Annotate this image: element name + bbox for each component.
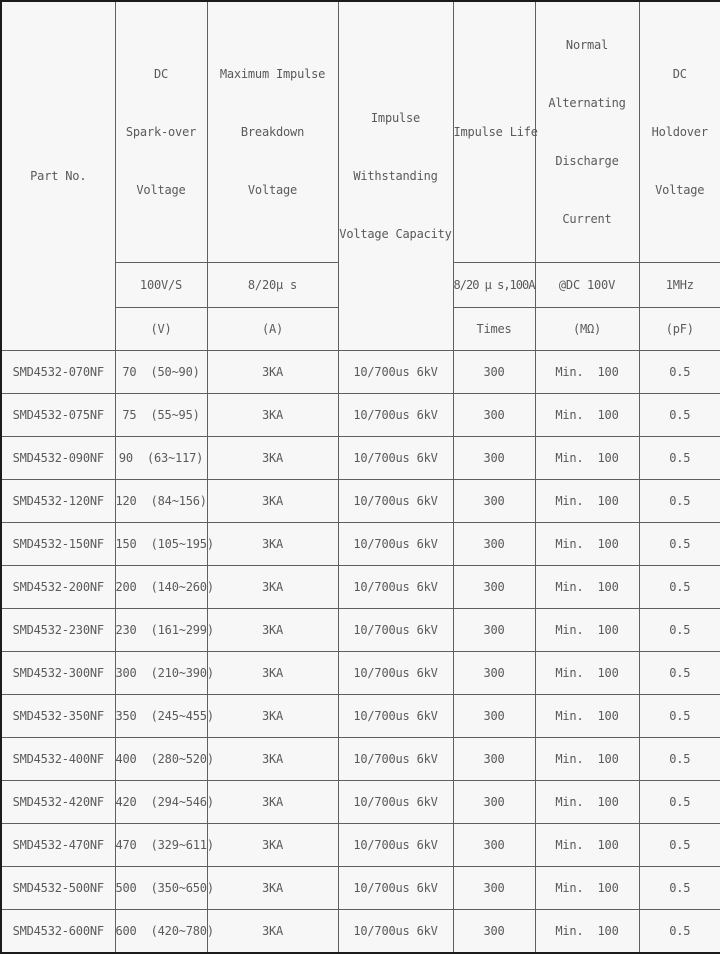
table-body (1, 351, 720, 953)
cell-impulse-life: 300 (453, 781, 535, 824)
cell-spark-over-voltage: 400 (280~520) (115, 738, 207, 781)
cell-part-no: SMD4532-400NF (1, 738, 115, 781)
cell-impulse-life: 300 (453, 867, 535, 910)
header-spark-over-voltage (115, 1, 207, 263)
table-row (1, 566, 720, 609)
cell-spark-over-voltage: 350 (245~455) (115, 695, 207, 738)
cell-part-no: SMD4532-200NF (1, 566, 115, 609)
cell-discharge-current: Min. 100 (535, 480, 639, 523)
cell-breakdown-voltage: 3KA (207, 652, 338, 695)
cell-discharge-current: Min. 100 (535, 867, 639, 910)
cell-breakdown-voltage: 3KA (207, 738, 338, 781)
cell-breakdown-voltage: 3KA (207, 781, 338, 824)
cell-holdover-voltage: 0.5 (639, 695, 720, 738)
header-line: Current (536, 204, 639, 234)
cell-impulse-life: 300 (453, 695, 535, 738)
header-line: Maximum Impulse (208, 59, 338, 89)
header-line: Alternating (536, 88, 639, 118)
condition-impulse-life: 8/20 μ s,100A (453, 263, 535, 308)
cell-breakdown-voltage: 3KA (207, 824, 338, 867)
cell-part-no: SMD4532-500NF (1, 867, 115, 910)
cell-spark-over-voltage: 200 (140~260) (115, 566, 207, 609)
header-line: Voltage (208, 175, 338, 205)
header-impulse-life (453, 1, 535, 263)
cell-discharge-current: Min. 100 (535, 437, 639, 480)
cell-spark-over-voltage: 600 (420~780) (115, 910, 207, 953)
cell-impulse-life: 300 (453, 738, 535, 781)
header-line: Impulse Life (454, 117, 535, 147)
cell-part-no: SMD4532-150NF (1, 523, 115, 566)
unit-breakdown: (A) (207, 308, 338, 351)
cell-withstanding-capacity: 10/700us 6kV (338, 609, 453, 652)
cell-holdover-voltage: 0.5 (639, 738, 720, 781)
cell-withstanding-capacity: 10/700us 6kV (338, 738, 453, 781)
cell-holdover-voltage: 0.5 (639, 910, 720, 953)
cell-breakdown-voltage: 3KA (207, 394, 338, 437)
header-breakdown-voltage (207, 1, 338, 263)
header-line: Discharge (536, 146, 639, 176)
cell-holdover-voltage: 0.5 (639, 867, 720, 910)
cell-withstanding-capacity: 10/700us 6kV (338, 566, 453, 609)
cell-discharge-current: Min. 100 (535, 781, 639, 824)
cell-part-no: SMD4532-300NF (1, 652, 115, 695)
cell-withstanding-capacity: 10/700us 6kV (338, 523, 453, 566)
cell-part-no: SMD4532-350NF (1, 695, 115, 738)
cell-impulse-life: 300 (453, 824, 535, 867)
condition-holdover: 1MHz (639, 263, 720, 308)
cell-breakdown-voltage: 3KA (207, 609, 338, 652)
header-line: Normal (536, 30, 639, 60)
unit-discharge: (MΩ) (535, 308, 639, 351)
header-line: Spark-over (116, 117, 207, 147)
cell-spark-over-voltage: 75 (55~95) (115, 394, 207, 437)
cell-discharge-current: Min. 100 (535, 910, 639, 953)
cell-breakdown-voltage: 3KA (207, 910, 338, 953)
cell-impulse-life: 300 (453, 652, 535, 695)
cell-withstanding-capacity: 10/700us 6kV (338, 394, 453, 437)
cell-breakdown-voltage: 3KA (207, 566, 338, 609)
condition-spark-over: 100V/S (115, 263, 207, 308)
table-row (1, 824, 720, 867)
cell-breakdown-voltage: 3KA (207, 867, 338, 910)
cell-withstanding-capacity: 10/700us 6kV (338, 652, 453, 695)
table-row (1, 695, 720, 738)
cell-part-no: SMD4532-075NF (1, 394, 115, 437)
cell-breakdown-voltage: 3KA (207, 351, 338, 394)
cell-part-no: SMD4532-230NF (1, 609, 115, 652)
cell-impulse-life: 300 (453, 480, 535, 523)
table-row (1, 480, 720, 523)
cell-breakdown-voltage: 3KA (207, 695, 338, 738)
cell-impulse-life: 300 (453, 351, 535, 394)
table-row (1, 609, 720, 652)
table-row (1, 867, 720, 910)
cell-spark-over-voltage: 150 (105~195) (115, 523, 207, 566)
condition-discharge: @DC 100V (535, 263, 639, 308)
cell-discharge-current: Min. 100 (535, 738, 639, 781)
cell-breakdown-voltage: 3KA (207, 480, 338, 523)
cell-impulse-life: 300 (453, 910, 535, 953)
cell-holdover-voltage: 0.5 (639, 781, 720, 824)
header-line: DC (116, 59, 207, 89)
header-line: Voltage (116, 175, 207, 205)
cell-part-no: SMD4532-090NF (1, 437, 115, 480)
cell-spark-over-voltage: 500 (350~650) (115, 867, 207, 910)
cell-withstanding-capacity: 10/700us 6kV (338, 695, 453, 738)
table-header (1, 1, 720, 351)
cell-holdover-voltage: 0.5 (639, 394, 720, 437)
cell-withstanding-capacity: 10/700us 6kV (338, 480, 453, 523)
header-row-main (1, 1, 720, 263)
cell-part-no: SMD4532-470NF (1, 824, 115, 867)
header-part-no: Part No. (1, 1, 115, 351)
cell-spark-over-voltage: 70 (50~90) (115, 351, 207, 394)
header-holdover-voltage (639, 1, 720, 263)
table-row (1, 652, 720, 695)
header-line: Impulse (339, 103, 453, 133)
unit-spark-over: (V) (115, 308, 207, 351)
table-row (1, 437, 720, 480)
cell-breakdown-voltage: 3KA (207, 437, 338, 480)
cell-impulse-life: 300 (453, 523, 535, 566)
cell-discharge-current: Min. 100 (535, 824, 639, 867)
condition-breakdown: 8/20μ s (207, 263, 338, 308)
cell-impulse-life: 300 (453, 609, 535, 652)
header-line: Breakdown (208, 117, 338, 147)
cell-holdover-voltage: 0.5 (639, 824, 720, 867)
cell-spark-over-voltage: 120 (84~156) (115, 480, 207, 523)
cell-holdover-voltage: 0.5 (639, 351, 720, 394)
table-row (1, 910, 720, 953)
cell-spark-over-voltage: 420 (294~546) (115, 781, 207, 824)
cell-discharge-current: Min. 100 (535, 609, 639, 652)
table-row (1, 781, 720, 824)
unit-holdover: (pF) (639, 308, 720, 351)
header-line: Voltage (640, 175, 720, 205)
table-row (1, 523, 720, 566)
cell-part-no: SMD4532-420NF (1, 781, 115, 824)
cell-spark-over-voltage: 90 (63~117) (115, 437, 207, 480)
header-withstanding-capacity (338, 1, 453, 351)
cell-discharge-current: Min. 100 (535, 566, 639, 609)
cell-withstanding-capacity: 10/700us 6kV (338, 351, 453, 394)
cell-spark-over-voltage: 300 (210~390) (115, 652, 207, 695)
cell-withstanding-capacity: 10/700us 6kV (338, 824, 453, 867)
cell-holdover-voltage: 0.5 (639, 652, 720, 695)
cell-impulse-life: 300 (453, 437, 535, 480)
header-line: Holdover (640, 117, 720, 147)
cell-impulse-life: 300 (453, 394, 535, 437)
table-row (1, 351, 720, 394)
cell-spark-over-voltage: 470 (329~611) (115, 824, 207, 867)
table-row (1, 738, 720, 781)
cell-part-no: SMD4532-070NF (1, 351, 115, 394)
cell-discharge-current: Min. 100 (535, 695, 639, 738)
unit-impulse-life: Times (453, 308, 535, 351)
cell-withstanding-capacity: 10/700us 6kV (338, 867, 453, 910)
cell-discharge-current: Min. 100 (535, 394, 639, 437)
cell-withstanding-capacity: 10/700us 6kV (338, 437, 453, 480)
cell-part-no: SMD4532-120NF (1, 480, 115, 523)
cell-holdover-voltage: 0.5 (639, 609, 720, 652)
header-line: DC (640, 59, 720, 89)
cell-discharge-current: Min. 100 (535, 652, 639, 695)
table-row (1, 394, 720, 437)
cell-holdover-voltage: 0.5 (639, 566, 720, 609)
cell-spark-over-voltage: 230 (161~299) (115, 609, 207, 652)
cell-withstanding-capacity: 10/700us 6kV (338, 781, 453, 824)
cell-discharge-current: Min. 100 (535, 523, 639, 566)
cell-discharge-current: Min. 100 (535, 351, 639, 394)
cell-breakdown-voltage: 3KA (207, 523, 338, 566)
cell-holdover-voltage: 0.5 (639, 480, 720, 523)
header-discharge-current (535, 1, 639, 263)
cell-holdover-voltage: 0.5 (639, 523, 720, 566)
header-line: Voltage Capacity (339, 219, 453, 249)
cell-part-no: SMD4532-600NF (1, 910, 115, 953)
cell-holdover-voltage: 0.5 (639, 437, 720, 480)
cell-impulse-life: 300 (453, 566, 535, 609)
header-line: Withstanding (339, 161, 453, 191)
cell-withstanding-capacity: 10/700us 6kV (338, 910, 453, 953)
